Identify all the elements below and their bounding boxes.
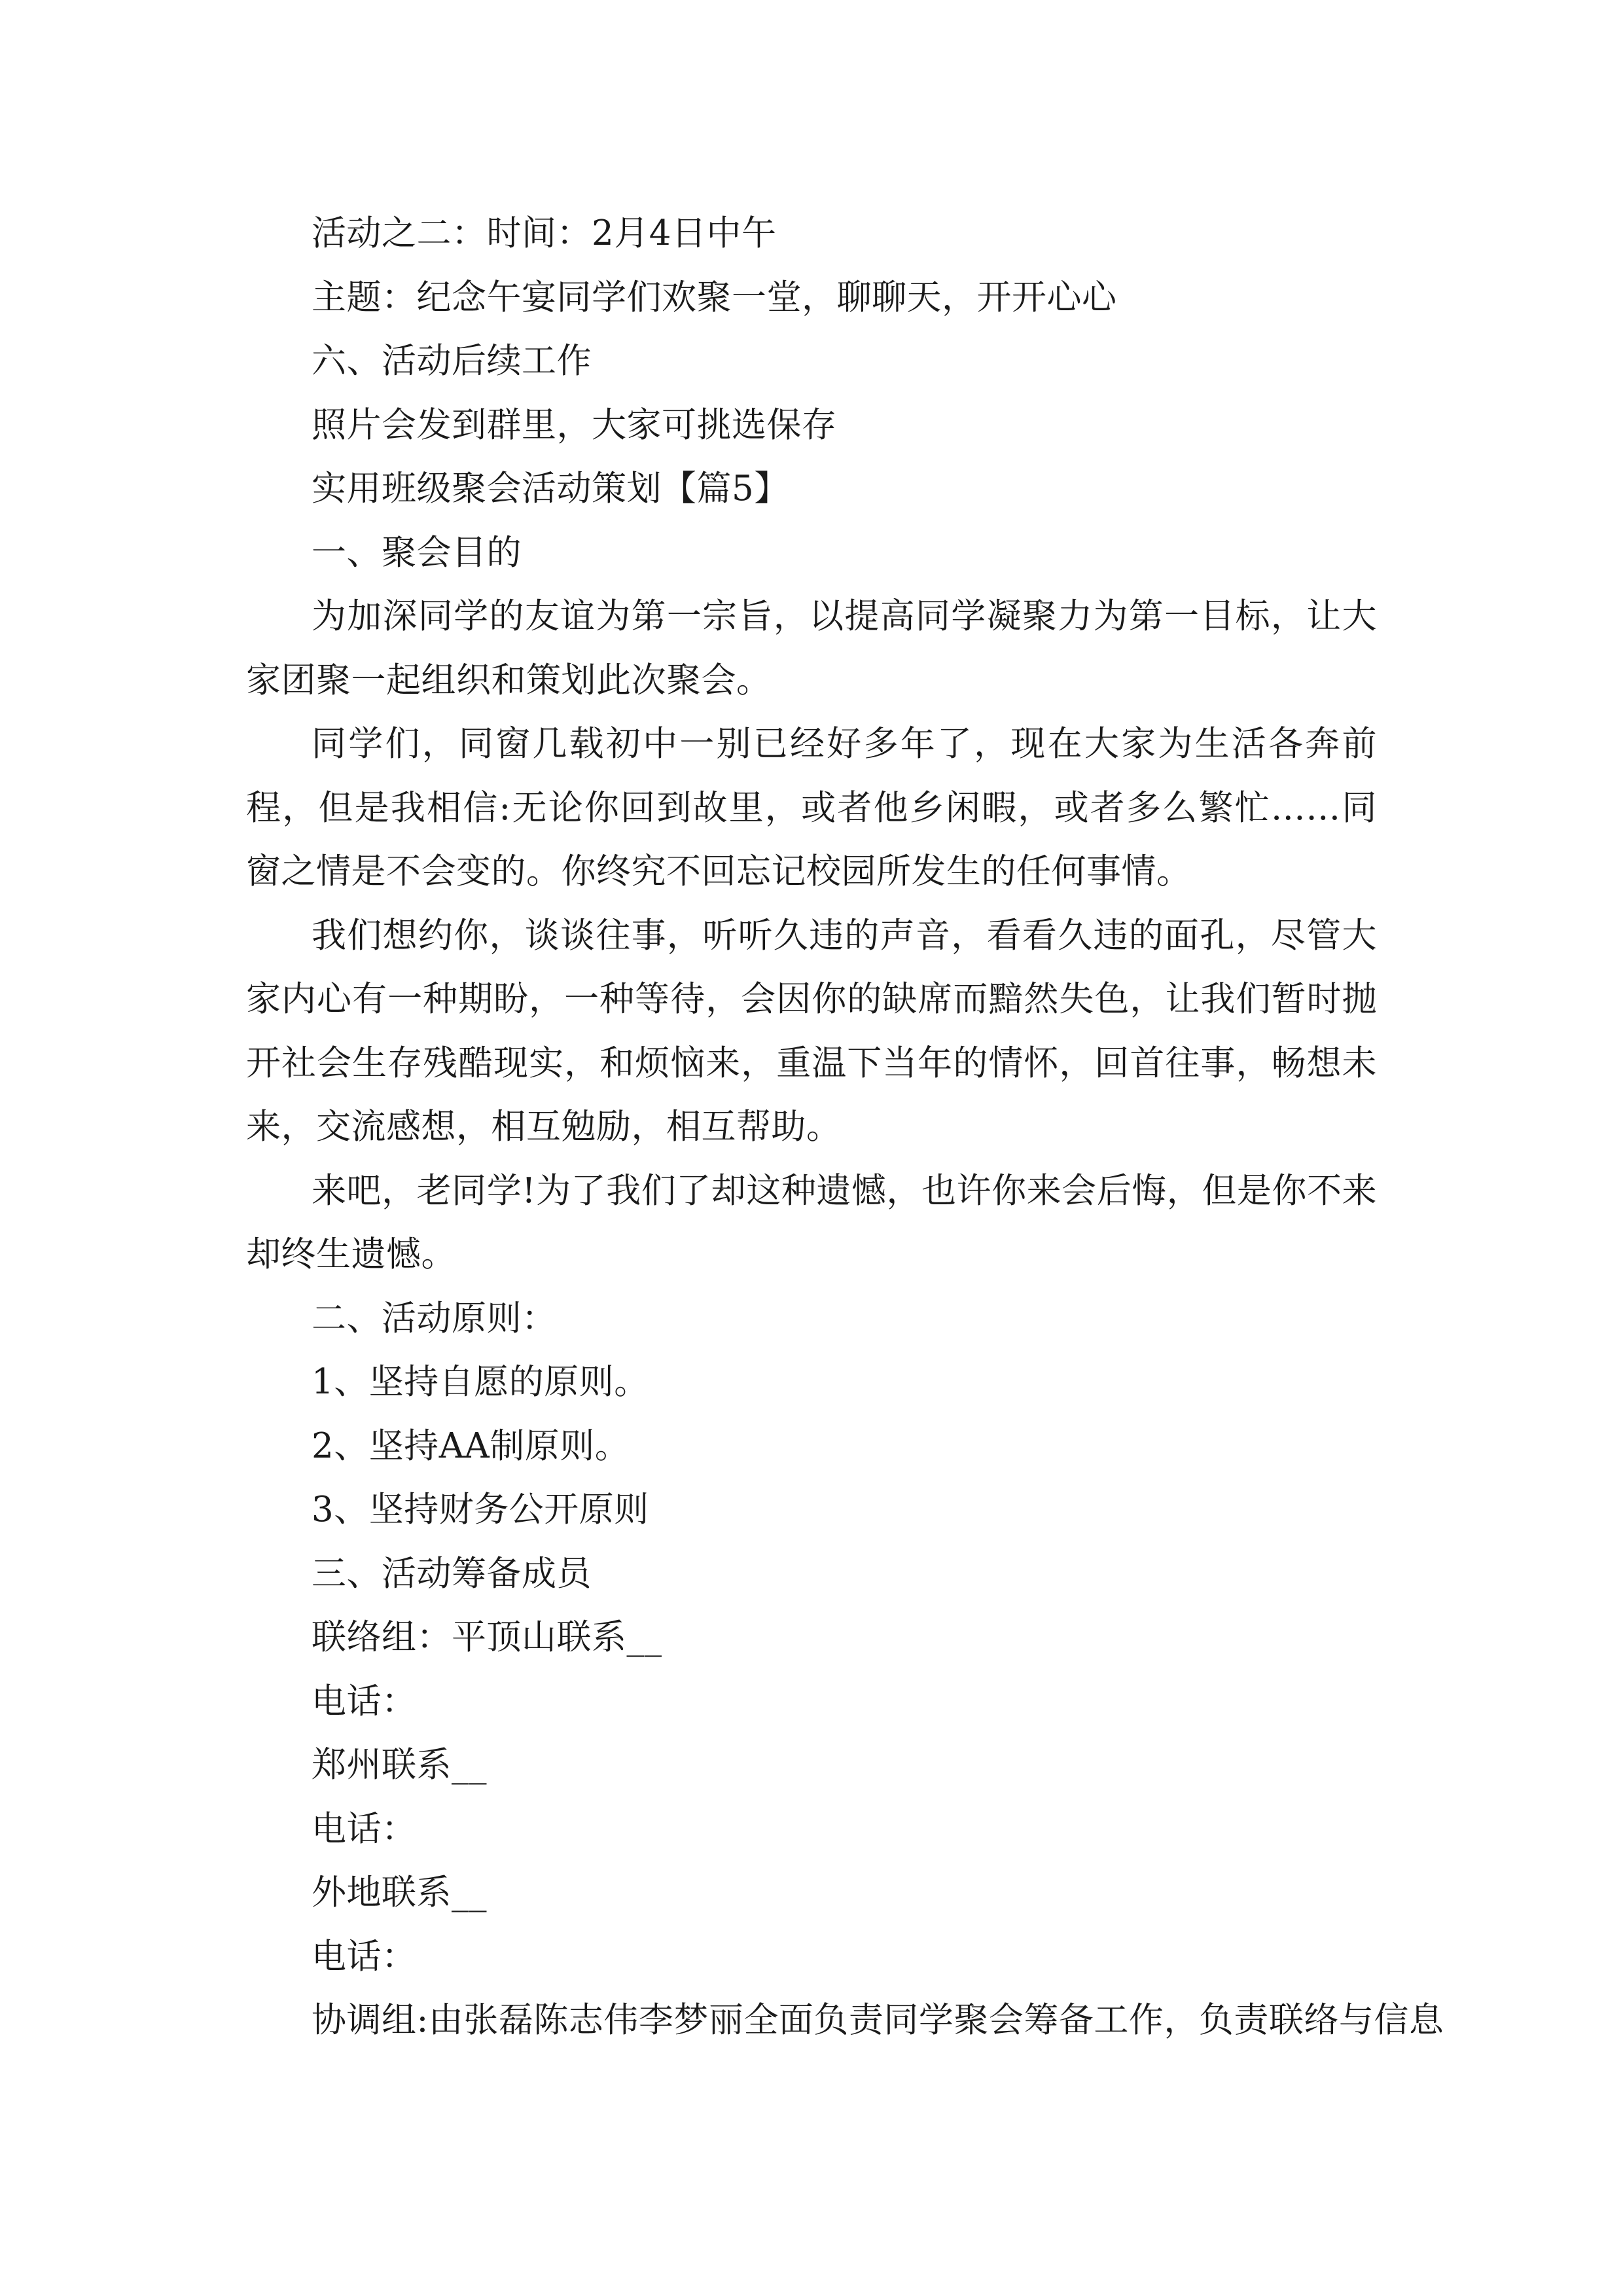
photo-note: 照片会发到群里，大家可挑选保存	[312, 404, 837, 445]
coordination-line: 协调组:由张磊陈志伟李梦丽全面负责同学聚会筹备工作，负责联络与信息	[312, 2000, 1444, 2040]
contact-line: 联络组：平顶山联系__	[312, 1617, 662, 1657]
section-one-heading: 一、聚会目的	[312, 532, 522, 573]
principle-item: 3、坚持财务公开原则	[312, 1490, 649, 1530]
activity-two-time: 活动之二：时间：2月4日中午	[312, 213, 777, 253]
section-two-heading: 二、活动原则：	[312, 1298, 557, 1338]
phone-line: 电话：	[312, 1681, 417, 1721]
paragraph-purpose: 为加深同学的友谊为第一宗旨，以提高同学凝聚力为第一目标，让大家团聚一起组织和策划此次聚会。	[246, 596, 1377, 700]
section-six-heading: 六、活动后续工作	[312, 341, 592, 381]
document-body	[246, 202, 1444, 2053]
paragraph-come: 来吧，老同学!为了我们了却这种遗憾，也许你来会后悔，但是你不来却终生遗憾。	[246, 1170, 1377, 1274]
contact-line: 外地联系__	[312, 1873, 487, 1912]
paragraph-invitation: 我们想约你，谈谈往事，听听久违的声音，看看久违的面孔，尽管大家内心有一种期盼，一种等待，会因你的缺席而黯然失色，让我们暂时抛开社会生存残酷现实，和烦恼来，重温下当年的情怀，回首往事，畅想未来，交流感想，相互勉励，相互帮助。	[246, 915, 1377, 1147]
activity-two-theme: 主题：纪念午宴同学们欢聚一堂，聊聊天，开开心心	[312, 277, 1117, 317]
phone-line: 电话：	[312, 1936, 417, 1977]
article-title: 实用班级聚会活动策划【篇5】	[312, 469, 789, 509]
paragraph-classmates: 同学们，同窗几载初中一别已经好多年了，现在大家为生活各奔前程，但是我相信:无论你回到故里，或者他乡闲暇，或者多么繁忙……同窗之情是不会变的。你终究不回忘记校园所发生的任何事情。	[246, 724, 1377, 891]
principle-item: 2、坚持AA制原则。	[312, 1426, 630, 1466]
phone-line: 电话：	[312, 1808, 417, 1849]
principle-item: 1、坚持自愿的原则。	[312, 1362, 649, 1402]
section-three-heading: 三、活动筹备成员	[312, 1553, 592, 1594]
contact-line: 郑州联系__	[312, 1745, 487, 1785]
